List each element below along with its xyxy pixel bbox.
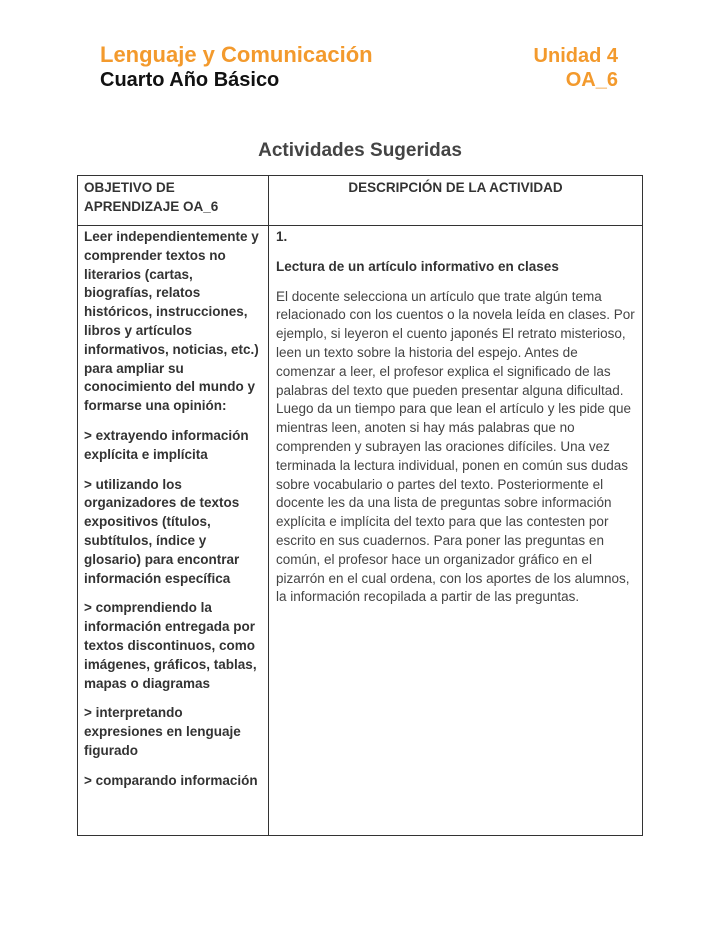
unit-label: Unidad 4	[533, 45, 618, 67]
activity-description: El docente selecciona un artículo que trate algún tema relacionado con los cuentos o la novela leída en clases. Por ejemplo, si leyeron el cuento japonés El retrato misterioso, leen un texto sobre la historia del espejo. Antes de comenzar a leer, el profesor explica el significado de las palabras del texto que pueden presentar alguna dificultad. Luego da un tiempo para que lean el artículo y les pide que mientras leen, anoten si hay más palabras que no comprenden y subrayen las oraciones difíciles. Una vez terminada la lectura individual, ponen en común sus dudas sobre vocabulario o partes del texto. Posteriormente el docente les da una lista de preguntas sobre información explícita e implícita del texto para que las contesten por escrito en sus cuadernos. Para poner las preguntas en común, el profesor hace un organizador gráfico en el pizarrón en el cual ordena, con los aportes de los alumnos, la información recopilada a partir de las preguntas.	[276, 288, 635, 605]
column-divider	[268, 176, 269, 835]
objective-item: > utilizando los organizadores de textos expositivos (títulos, subtítulos, índice y glosario) para encontrar información específica	[84, 476, 240, 586]
activity-title: Lectura de un artículo informativo en clases	[276, 258, 559, 274]
objective-item: > comparando información	[84, 772, 258, 788]
objectives-cell	[84, 228, 264, 802]
header-left	[100, 42, 373, 92]
column-header-objective: OBJETIVO DE APRENDIZAJE OA_6	[84, 180, 219, 214]
description-cell	[276, 228, 638, 607]
header-divider	[78, 225, 642, 226]
oa-label: OA_6	[565, 69, 618, 91]
subject-title: Lenguaje y Comunicación	[100, 42, 373, 67]
activity-table	[77, 175, 643, 836]
header-right	[534, 44, 618, 92]
column-header-description: DESCRIPCIÓN DE LA ACTIVIDAD	[348, 180, 563, 195]
objective-item: > interpretando expresiones en lenguaje figurado	[84, 705, 241, 758]
activity-number: 1.	[276, 229, 288, 244]
grade-title: Cuarto Año Básico	[100, 69, 280, 91]
objective-item: > extrayendo información explícita e implícita	[84, 427, 249, 462]
section-title: Actividades Sugeridas	[258, 140, 462, 161]
objective-main: Leer independientemente y comprender textos no literarios (cartas, biografías, relatos históricos, instrucciones, libros y artículos informativos, noticias, etc.) para ampliar su conocimiento del mundo y formarse una opinión:	[84, 229, 259, 414]
objective-item: > comprendiendo la información entregada por textos discontinuos, como imágenes, gráficos, tablas, mapas o diagramas	[84, 600, 257, 691]
